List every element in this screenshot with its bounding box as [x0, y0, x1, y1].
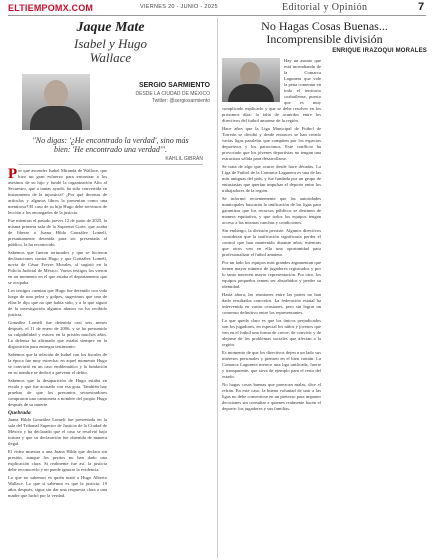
article-headline: [8, 37, 213, 65]
author-photo: [22, 74, 90, 130]
paragraph: Hasta ahora, las reuniones entre las partes no han dado resultados concretos. La federación estatal ha intervenido en varias ocasiones, pero sin lograr un consenso definitivo entre los representantes.: [222, 292, 321, 315]
page-number: 7: [418, 1, 425, 13]
article-headline: [222, 20, 427, 46]
author-twitter: Twitter: @sergiosarmiento: [151, 98, 210, 104]
headline-line-1: No Hagas Cosas Buenas...: [261, 19, 388, 33]
column-title: Jaque Mate: [76, 20, 145, 35]
brand-logo[interactable]: ELTIEMPOMX.COM: [8, 3, 94, 13]
right-column-article: [222, 18, 427, 558]
quote-divider: [18, 164, 203, 165]
paragraph: Los testigos cuentan que Hugo fue detenido con vida luego de una pelea y golpes, sugerimos que una de ellas le dijo que no que había sido, y a lo que siguió de la investigación algunos abusos no ha recibido justicia.: [8, 288, 107, 317]
paragraph: Sabemos que la desaparición de Hugo estaba en escala y que fue acusado con esa gota. También hay pruebas de que los presuntos secuestradores compraron una camioneta a nombre del propio Hugo después de su muerte.: [8, 378, 107, 407]
paragraph: Lo que no sabemos es quién mató a Hugo Alberto Wallace. Lo que sí sabemos es que la justicia, 19 años después, sigue sin dar una respuesta clara a una madre que luchó por la verdad.: [8, 475, 107, 498]
section-name: Editorial y Opinión: [282, 2, 368, 13]
paragraph: Fue mientras el pasado jueves 12 de junio de 2025, la misma primera sala de la Suprema Corte, que acaba de liberar a Juana Hilda González Lomelí, presuntamente detenida para ser presentada al público, la ha reconocido.: [8, 218, 107, 247]
paragraph: Sabemos que la relación de Isabel con los fiscales de la época fue muy estrecha; en aquel momento Hugo se convirtió en un caso emblemático y la fundación en su nombre se dedicó a prevenir el delito.: [8, 352, 107, 375]
paragraph: Hay un asunto que está incendiando de la Comarca Lagunera que vale la pena comentar en todo el territorio coahuilense, puesto que es muy complicado explicarlo y que se debe resolver en los próximos días: la falta de acuerdos entre los directivos del futbol amateur de la región.: [222, 58, 321, 123]
paragraph: Se informó recientemente que las autoridades municipales buscarán la unificación de las ligas para garantizar que los recursos públicos se destinen de manera equitativa, y que todos los equipos tengan acceso a las mismas canchas y condiciones.: [222, 196, 321, 225]
paragraph: Sin embargo, la división persiste. Algunos directivos consideran que la unificación significaría perder el control que han mantenido durante años, mientras que otros ven en ella una oportunidad para profesionalizar el futbol amateur.: [222, 228, 321, 257]
author-name: SERGIO SARMIENTO: [138, 82, 210, 89]
quote-line-2: bien: 'He encontrado una verdad'".: [54, 145, 167, 154]
paragraph: Lo que queda claro es que los únicos perjudicados son los jugadores, en especial los niños y jóvenes que ven en el futbol una forma de crecer, de convivir y de alejarse de los problemas sociales que afectan a la región.: [222, 318, 321, 347]
headline-line-2: Wallace: [89, 50, 132, 65]
paragraph: Se trata de algo que ocurre desde hace décadas. La Liga de Futbol de la Comarca Lagunera es una de las más antiguas del país, y fue fundada por un grupo de entusiastas que querían impulsar el deporte entre los trabajadores de la región.: [222, 164, 321, 193]
paragraph: No hagas cosas buenas que parezcan malas, dice el refrán. En este caso, la buena voluntad de unir a las ligas no debe convertirse en un pretexto para imponer decisiones sin consultar a quienes realmente hacen el deporte: los jugadores y sus familias.: [222, 382, 321, 411]
paragraph: El video muestra a una Juana Hilda que declara sin presión, aunque los peritos no han dado una explicación clara. Si realmente fue así, la justicia debe reconocerlo y no puede ignorar la evidencia.: [8, 449, 107, 472]
paragraph: Hace años que la Liga Municipal de Futbol de Torreón se dividió y desde entonces se han creado varias ligas paralelas que compiten por los espacios deportivos y los patrocinios. Este conflicto ha provocado que los jóvenes deportistas no tengan una estructura sólida para desarrollarse.: [222, 126, 321, 161]
header-divider: [8, 15, 426, 16]
author-location: DESDE LA CIUDAD DE MÉXICO: [135, 91, 210, 97]
headline-line-1: Isabel y Hugo: [74, 36, 147, 51]
left-column-article: [8, 18, 213, 558]
paragraph: Por qué ascender Isabel Miranda de Wallace, que hizo un gran esfuerzo para encontrar a los asesinos de su hijo y fundó la organización Alto al Secuestro, que a tantas ayudó, ha sido convertida en instrumento de la injusticia? ¿Por qué decenas de artículos y algunos libros la presentan como una mentirosa? El caso de su hijo Hugo debe servirnos de lección a los encargados de la justicia.: [8, 168, 107, 215]
quote-line-1: "No digas: '¿He encontrado la verdad', sino más: [32, 136, 189, 145]
paragraph: Juana Hilda González Lomelí fue presentada en la sala del Tribunal Superior de Justicia de la Ciudad de México y ha declarado que el caso se resolvió bajo tortura y que su declaración fue obtenida de manera ilegal.: [8, 417, 107, 446]
issue-date: VIERNES 20 - JUNIO - 2025: [140, 4, 218, 10]
paragraph: Es momento de que los directivos dejen a un lado sus intereses personales y piensen en el bien común. La Comarca Lagunera merece una liga unificada, fuerte y transparente, que sirva de ejemplo para el resto del estado.: [222, 350, 321, 379]
article-body: [222, 58, 427, 556]
paragraph: Sabemos que fueron torturados y que se hicieron declaraciones contra Hugo y que González Lomelí, novia de César Freyre Morales, sí sugirió en la Policía Judicial de México. Varios testigos los vieron en un momento en el que estaba el departamento que se ocupaba.: [8, 250, 107, 285]
headline-line-2: Incomprensible división: [266, 32, 383, 46]
quote-author: KAHLIL GIBRÁN: [165, 156, 203, 162]
paragraph: Por un lado los equipos más grandes argumentan que tienen mayor número de jugadores registrados y por lo tanto merecen mayor representación. Por otro, los equipos pequeños temen ser absorbidos y perder su identidad.: [222, 260, 321, 289]
column-divider: [217, 18, 218, 558]
page-header: [0, 0, 433, 16]
article-subhead: Quebrada: [8, 410, 31, 416]
paragraph: González Lomelí fue detenida casi seis meses después, el 11 de enero de 2006, y se ha presumido su culpabilidad y estuvo en la prisión muchos años. La defensa ha afirmado que estaba siempre en la disposición para entregar testimonio.: [8, 320, 107, 349]
epigraph-quote: [18, 136, 203, 154]
author-name: ENRIQUE IRAZOQUI MORALES: [332, 48, 427, 54]
article-body: [8, 168, 213, 556]
